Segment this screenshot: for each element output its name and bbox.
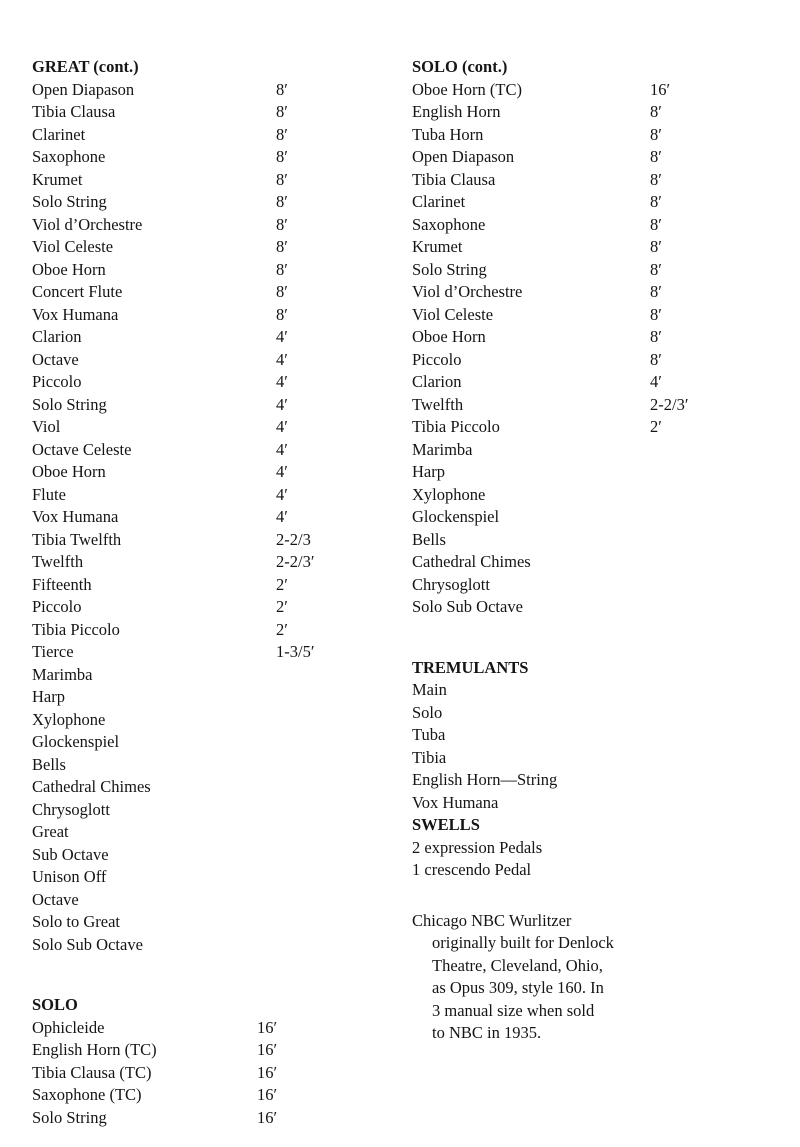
stop-row bbox=[32, 641, 392, 664]
stop-name: Solo to Great bbox=[32, 912, 120, 931]
stop-size: 8′ bbox=[276, 147, 288, 166]
stop-name: Open Diapason bbox=[412, 147, 515, 166]
stop-name: Tibia Clausa bbox=[412, 169, 496, 189]
list-item: English Horn—String bbox=[412, 770, 558, 789]
stop-name: English Horn bbox=[412, 102, 501, 121]
solo-heading: SOLO bbox=[32, 995, 78, 1014]
list-item: 1 crescendo Pedal bbox=[412, 860, 532, 879]
stop-name: Bells bbox=[32, 754, 66, 774]
stop-size: 2′ bbox=[276, 597, 288, 616]
stop-row bbox=[412, 326, 792, 349]
stop-row bbox=[412, 304, 792, 327]
stop-name: Clarion bbox=[32, 327, 82, 346]
stop-row bbox=[32, 169, 392, 192]
stop-size: 8′ bbox=[276, 259, 288, 279]
right-column bbox=[412, 56, 792, 1045]
stop-row bbox=[32, 281, 392, 304]
swells-heading: SWELLS bbox=[412, 815, 480, 834]
stop-name: Piccolo bbox=[32, 372, 82, 391]
stop-size: 4′ bbox=[650, 372, 662, 391]
stop-name: Oboe Horn bbox=[32, 259, 106, 279]
note-line: Chicago NBC Wurlitzer bbox=[412, 910, 572, 930]
solo-list bbox=[32, 1017, 392, 1130]
stop-row bbox=[412, 506, 792, 529]
stop-row bbox=[412, 529, 792, 552]
stop-name: Clarion bbox=[412, 372, 462, 391]
stop-name: Solo Sub Octave bbox=[412, 597, 523, 616]
stop-row bbox=[32, 664, 392, 687]
stop-size: 4′ bbox=[276, 372, 288, 391]
stop-name: Tibia Piccolo bbox=[32, 619, 120, 639]
list-item: Tuba bbox=[412, 725, 446, 744]
stop-name: Ophicleide bbox=[32, 1017, 105, 1037]
stop-name: Marimba bbox=[412, 439, 473, 459]
stop-size: 16′ bbox=[257, 1017, 278, 1037]
note-line: originally built for Denlock bbox=[432, 933, 614, 952]
section-spacer bbox=[412, 882, 792, 896]
stop-name: Harp bbox=[32, 687, 65, 706]
stop-row bbox=[32, 844, 392, 867]
stop-row bbox=[32, 1062, 392, 1085]
stop-name: Saxophone bbox=[32, 147, 106, 166]
stop-row bbox=[32, 394, 392, 417]
stop-size: 2′ bbox=[650, 417, 662, 436]
stop-row bbox=[32, 146, 392, 169]
stop-row bbox=[32, 214, 392, 237]
stop-row bbox=[412, 416, 792, 439]
tremulants-list bbox=[412, 679, 792, 814]
stop-size: 8′ bbox=[650, 169, 662, 189]
stop-size: 16′ bbox=[650, 79, 671, 99]
stop-size: 8′ bbox=[276, 124, 288, 144]
stop-name: Concert Flute bbox=[32, 282, 123, 301]
stop-name: Viol Celeste bbox=[32, 237, 114, 256]
stop-row bbox=[32, 101, 392, 124]
stop-row bbox=[32, 574, 392, 597]
stop-row bbox=[412, 461, 792, 484]
stop-size: 8′ bbox=[276, 79, 288, 99]
stop-name: English Horn (TC) bbox=[32, 1040, 157, 1059]
stop-row bbox=[32, 79, 392, 102]
stop-size: 2-2/3′ bbox=[276, 552, 315, 571]
stop-row bbox=[32, 506, 392, 529]
stop-size: 16′ bbox=[257, 1040, 278, 1059]
stop-name: Glockenspiel bbox=[32, 732, 120, 751]
stop-row bbox=[32, 439, 392, 462]
stop-row bbox=[412, 574, 792, 597]
stop-size: 8′ bbox=[650, 147, 662, 166]
stop-row bbox=[32, 686, 392, 709]
stop-row bbox=[32, 236, 392, 259]
stop-row bbox=[32, 1107, 392, 1130]
stop-name: Piccolo bbox=[32, 597, 82, 616]
stop-name: Viol d’Orchestre bbox=[412, 282, 523, 301]
stop-name: Solo Sub Octave bbox=[32, 934, 143, 954]
stop-name: Tierce bbox=[32, 642, 74, 661]
stop-name: Marimba bbox=[32, 664, 93, 684]
stop-name: Krumet bbox=[412, 237, 463, 256]
stop-size: 8′ bbox=[276, 169, 288, 189]
stop-size: 8′ bbox=[276, 237, 288, 256]
stop-row bbox=[412, 394, 792, 417]
stop-name: Chrysoglott bbox=[32, 799, 110, 819]
stop-name: Cathedral Chimes bbox=[412, 552, 531, 571]
stop-row bbox=[412, 596, 792, 619]
stop-name: Fifteenth bbox=[32, 574, 92, 594]
stop-name: Clarinet bbox=[412, 192, 466, 211]
stop-size: 8′ bbox=[276, 304, 288, 324]
note-line: Theatre, Cleveland, Ohio, bbox=[432, 955, 603, 975]
stop-row bbox=[32, 529, 392, 552]
stop-size: 8′ bbox=[650, 349, 662, 369]
stop-size: 2-2/3 bbox=[276, 529, 311, 549]
stop-name: Viol d’Orchestre bbox=[32, 214, 143, 234]
stop-name: Harp bbox=[412, 462, 445, 481]
stop-row bbox=[32, 799, 392, 822]
stop-row bbox=[412, 281, 792, 304]
stop-size: 4′ bbox=[276, 327, 288, 346]
great-cont-heading: GREAT (cont.) bbox=[32, 57, 139, 76]
stop-row bbox=[32, 709, 392, 732]
stop-row bbox=[412, 349, 792, 372]
stop-row bbox=[412, 551, 792, 574]
stop-size: 4′ bbox=[276, 349, 288, 369]
stop-name: Solo String bbox=[32, 394, 107, 414]
stop-row bbox=[412, 146, 792, 169]
stop-row bbox=[32, 619, 392, 642]
section-spacer bbox=[412, 896, 792, 910]
organ-note bbox=[412, 910, 792, 1045]
stop-row bbox=[32, 934, 392, 957]
stop-row bbox=[412, 191, 792, 214]
stop-size: 8′ bbox=[650, 124, 662, 144]
stop-name: Oboe Horn bbox=[32, 462, 106, 481]
stop-name: Solo String bbox=[32, 1107, 107, 1127]
stop-size: 8′ bbox=[650, 192, 662, 211]
stop-row bbox=[32, 551, 392, 574]
list-item: Solo bbox=[412, 702, 443, 722]
stop-name: Twelfth bbox=[412, 394, 464, 414]
stop-row bbox=[412, 236, 792, 259]
stop-row bbox=[412, 79, 792, 102]
stop-row bbox=[412, 439, 792, 462]
stop-name: Cathedral Chimes bbox=[32, 777, 151, 796]
section-spacer bbox=[412, 619, 792, 657]
stop-row bbox=[32, 416, 392, 439]
note-line: to NBC in 1935. bbox=[432, 1023, 542, 1042]
stop-row bbox=[32, 304, 392, 327]
stop-row bbox=[32, 776, 392, 799]
stop-name: Tuba Horn bbox=[412, 124, 484, 144]
stop-row bbox=[412, 169, 792, 192]
stop-name: Solo String bbox=[32, 192, 107, 211]
list-item: Vox Humana bbox=[412, 792, 499, 812]
stop-size: 8′ bbox=[650, 237, 662, 256]
stop-size: 4′ bbox=[276, 439, 288, 459]
stop-row bbox=[32, 889, 392, 912]
stop-size: 8′ bbox=[650, 259, 662, 279]
stop-name: Xylophone bbox=[32, 709, 106, 729]
stop-row bbox=[32, 1017, 392, 1040]
stop-row bbox=[32, 821, 392, 844]
stop-name: Tibia Piccolo bbox=[412, 417, 500, 436]
stop-size: 16′ bbox=[257, 1085, 278, 1104]
stop-name: Tibia Clausa bbox=[32, 102, 116, 121]
stop-size: 4′ bbox=[276, 417, 288, 436]
left-column bbox=[32, 56, 392, 1129]
stop-row bbox=[412, 101, 792, 124]
solo-cont-heading: SOLO (cont.) bbox=[412, 57, 508, 76]
stop-row bbox=[32, 259, 392, 282]
stop-row bbox=[32, 596, 392, 619]
stop-name: Great bbox=[32, 822, 69, 841]
stop-row bbox=[32, 911, 392, 934]
stop-name: Twelfth bbox=[32, 552, 84, 571]
stop-name: Xylophone bbox=[412, 484, 486, 504]
stop-name: Octave Celeste bbox=[32, 439, 132, 459]
stop-row bbox=[32, 754, 392, 777]
stop-row bbox=[32, 349, 392, 372]
stop-row bbox=[412, 124, 792, 147]
stop-size: 16′ bbox=[257, 1107, 278, 1127]
stop-name: Oboe Horn bbox=[412, 327, 486, 346]
stop-name: Piccolo bbox=[412, 349, 462, 369]
stop-size: 8′ bbox=[276, 282, 288, 301]
stop-row bbox=[32, 191, 392, 214]
stop-row bbox=[32, 731, 392, 754]
stop-size: 2′ bbox=[276, 574, 288, 594]
section-spacer bbox=[32, 956, 392, 994]
stop-name: Saxophone bbox=[412, 214, 486, 234]
stop-name: Clarinet bbox=[32, 124, 86, 144]
stop-name: Viol Celeste bbox=[412, 304, 494, 324]
stop-size: 8′ bbox=[650, 304, 662, 324]
stop-row bbox=[412, 214, 792, 237]
stop-name: Flute bbox=[32, 484, 66, 504]
stop-row bbox=[32, 326, 392, 349]
stop-row bbox=[32, 124, 392, 147]
stop-name: Bells bbox=[412, 529, 446, 549]
stop-name: Octave bbox=[32, 889, 79, 909]
stop-name: Tibia Twelfth bbox=[32, 529, 122, 549]
stop-name: Viol bbox=[32, 417, 61, 436]
stop-size: 4′ bbox=[276, 484, 288, 504]
stop-size: 4′ bbox=[276, 462, 288, 481]
stop-row bbox=[32, 1039, 392, 1062]
tremulants-heading: TREMULANTS bbox=[412, 657, 529, 677]
stop-name: Unison Off bbox=[32, 867, 107, 886]
stop-row bbox=[32, 866, 392, 889]
stop-row bbox=[412, 259, 792, 282]
solo-cont-list bbox=[412, 79, 792, 619]
note-line: 3 manual size when sold bbox=[432, 1000, 595, 1020]
stop-row bbox=[32, 371, 392, 394]
stop-row bbox=[412, 371, 792, 394]
stop-name: Saxophone (TC) bbox=[32, 1085, 142, 1104]
stop-name: Vox Humana bbox=[32, 304, 119, 324]
stop-row bbox=[412, 484, 792, 507]
stop-size: 16′ bbox=[257, 1062, 278, 1082]
stop-row bbox=[32, 1084, 392, 1107]
stop-size: 8′ bbox=[650, 214, 662, 234]
stop-size: 8′ bbox=[276, 102, 288, 121]
stop-size: 4′ bbox=[276, 507, 288, 526]
stop-name: Solo String bbox=[412, 259, 487, 279]
stop-size: 1-3/5′ bbox=[276, 642, 315, 661]
stop-size: 2′ bbox=[276, 619, 288, 639]
stop-name: Octave bbox=[32, 349, 79, 369]
stop-name: Sub Octave bbox=[32, 844, 109, 864]
stop-size: 8′ bbox=[650, 282, 662, 301]
list-item: Tibia bbox=[412, 747, 447, 767]
stop-size: 8′ bbox=[650, 327, 662, 346]
great-cont-list bbox=[32, 79, 392, 957]
stop-size: 4′ bbox=[276, 394, 288, 414]
note-line: as Opus 309, style 160. In bbox=[432, 978, 604, 997]
stop-name: Vox Humana bbox=[32, 507, 119, 526]
stop-row bbox=[32, 484, 392, 507]
stop-size: 8′ bbox=[276, 192, 288, 211]
list-item: Main bbox=[412, 680, 447, 699]
stop-name: Tibia Clausa (TC) bbox=[32, 1062, 152, 1082]
stop-size: 8′ bbox=[276, 214, 288, 234]
stop-name: Glockenspiel bbox=[412, 507, 500, 526]
stop-size: 2-2/3′ bbox=[650, 394, 689, 414]
swells-list bbox=[412, 837, 792, 882]
stop-name: Krumet bbox=[32, 169, 83, 189]
stop-row bbox=[32, 461, 392, 484]
stop-name: Oboe Horn (TC) bbox=[412, 79, 522, 99]
stop-size: 8′ bbox=[650, 102, 662, 121]
stop-name: Chrysoglott bbox=[412, 574, 490, 594]
stop-name: Open Diapason bbox=[32, 79, 135, 99]
list-item: 2 expression Pedals bbox=[412, 837, 543, 857]
